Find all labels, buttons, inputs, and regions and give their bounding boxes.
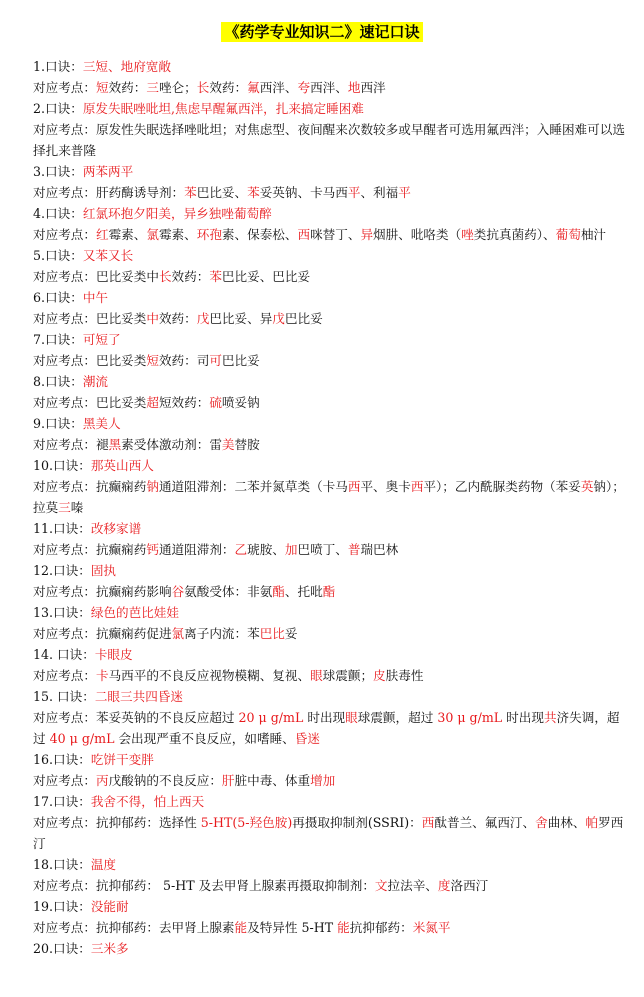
point-line bbox=[33, 392, 628, 413]
mnemonic-text: 我舍不得，怕上西天 bbox=[90, 794, 205, 809]
point-keyword: 眼 bbox=[345, 710, 358, 725]
point-text: 短效药： bbox=[158, 395, 210, 410]
point-keyword: 酯 bbox=[272, 584, 285, 599]
point-line bbox=[33, 266, 628, 287]
point-text: 通道阻滞剂： bbox=[158, 542, 235, 557]
point-label: 对应考点： bbox=[33, 668, 96, 683]
mnemonic-line bbox=[33, 896, 628, 917]
point-text: 烟肼、吡咯类（ bbox=[373, 227, 462, 242]
point-keyword: 短 bbox=[146, 353, 159, 368]
point-keyword: 钙 bbox=[146, 542, 159, 557]
point-label: 对应考点： bbox=[33, 773, 96, 788]
point-keyword: 加 bbox=[284, 542, 298, 557]
point-text: 、托吡 bbox=[284, 584, 323, 599]
point-text: 拉法辛、 bbox=[387, 878, 438, 893]
point-keyword: 长 bbox=[196, 80, 210, 95]
point-text: 西泮、 bbox=[259, 80, 298, 95]
point-text: 肝药酶诱导剂： bbox=[95, 185, 185, 200]
point-text: 济失调，超过 bbox=[33, 710, 620, 746]
mnemonic-line bbox=[33, 245, 628, 266]
point-keyword: 米氮平 bbox=[412, 920, 451, 935]
point-keyword: 乙 bbox=[234, 542, 248, 557]
point-keyword: 短 bbox=[95, 80, 109, 95]
point-text: 苯妥英钠的不良反应超过 bbox=[95, 710, 239, 725]
point-keyword: 能 bbox=[337, 920, 350, 935]
point-text: 效药： bbox=[158, 311, 197, 326]
point-text: 时出现 bbox=[303, 710, 346, 725]
point-keyword: 30 μ g/mL bbox=[437, 710, 503, 725]
point-text: 咪替丁、 bbox=[310, 227, 361, 242]
point-keyword: 谷 bbox=[171, 584, 185, 599]
point-label: 对应考点： bbox=[33, 878, 96, 893]
point-keyword: 昏迷 bbox=[294, 731, 320, 746]
point-line bbox=[33, 623, 628, 644]
point-label: 对应考点： bbox=[33, 122, 96, 137]
point-text: 唑仑； bbox=[158, 80, 197, 95]
point-text: 瑞巴林 bbox=[360, 542, 399, 557]
point-keyword: 苯 bbox=[209, 269, 222, 284]
mnemonic-text: 吃饼干变胖 bbox=[90, 752, 154, 767]
page-title: 《药学专业知识二》速记口诀 bbox=[221, 22, 422, 42]
mnemonic-label: 1.口诀： bbox=[33, 59, 83, 74]
point-keyword: 苯 bbox=[184, 185, 197, 200]
mnemonic-line bbox=[33, 602, 628, 623]
mnemonic-text: 潮流 bbox=[82, 374, 108, 389]
mnemonic-text: 黑美人 bbox=[82, 416, 121, 431]
point-line bbox=[33, 917, 628, 938]
point-text: 巴喷丁、 bbox=[297, 542, 348, 557]
point-text: 妥英钠、卡马西 bbox=[259, 185, 348, 200]
point-text: 平）；乙内酰脲类药物（苯妥 bbox=[423, 479, 581, 494]
title-bar bbox=[0, 0, 644, 56]
point-keyword: 增加 bbox=[310, 773, 336, 788]
mnemonic-line bbox=[33, 854, 628, 875]
point-text: 会出现严重不良反应，如嗜睡、 bbox=[114, 731, 295, 746]
point-line bbox=[33, 665, 628, 686]
point-label: 对应考点： bbox=[33, 920, 96, 935]
point-text: 巴比妥类 bbox=[95, 353, 147, 368]
point-keyword: 可 bbox=[209, 353, 222, 368]
point-label: 对应考点： bbox=[33, 479, 96, 494]
mnemonic-line bbox=[33, 938, 628, 959]
point-text: 及特异性 5-HT bbox=[247, 920, 338, 935]
point-text: 妥 bbox=[284, 626, 298, 641]
point-text: 原发性失眠选择唑吡坦；对焦虑型、夜间醒来次数较多或早醒者可选用氟西泮；入睡困难可以选择扎来普隆 bbox=[33, 122, 625, 158]
point-text: 巴比妥、异 bbox=[209, 311, 273, 326]
point-line bbox=[33, 875, 628, 896]
point-keyword: 硫 bbox=[209, 395, 222, 410]
point-text: 抗癫痫药影响 bbox=[95, 584, 172, 599]
point-text: 喷妥钠 bbox=[221, 395, 260, 410]
point-text: 马西平的不良反应视物模糊、复视、 bbox=[108, 668, 311, 683]
point-line bbox=[33, 308, 628, 329]
mnemonic-label: 19.口诀： bbox=[33, 899, 91, 914]
point-label: 对应考点： bbox=[33, 311, 96, 326]
mnemonic-label: 16.口诀： bbox=[33, 752, 91, 767]
mnemonic-line bbox=[33, 560, 628, 581]
point-label: 对应考点： bbox=[33, 353, 96, 368]
mnemonic-line bbox=[33, 644, 628, 665]
point-line bbox=[33, 119, 628, 161]
point-text: 效药： bbox=[108, 80, 147, 95]
point-keyword: 普 bbox=[347, 542, 361, 557]
point-keyword: 黑 bbox=[108, 437, 122, 452]
point-line bbox=[33, 707, 628, 749]
mnemonic-label: 8.口诀： bbox=[33, 374, 83, 389]
mnemonic-line bbox=[33, 203, 628, 224]
point-text: 抗癫痫药促进 bbox=[95, 626, 172, 641]
point-text: 效药：司 bbox=[158, 353, 210, 368]
point-keyword: 卡 bbox=[95, 668, 109, 683]
point-text: 替胺 bbox=[234, 437, 260, 452]
mnemonic-line bbox=[33, 98, 628, 119]
mnemonic-text: 可短了 bbox=[82, 332, 121, 347]
mnemonic-text: 改移家谱 bbox=[90, 521, 142, 536]
point-keyword: 共 bbox=[543, 710, 557, 725]
mnemonic-text: 中午 bbox=[82, 290, 108, 305]
point-keyword: 中 bbox=[146, 311, 159, 326]
point-text: 素、保泰松、 bbox=[221, 227, 298, 242]
point-line bbox=[33, 77, 628, 98]
point-text: 平、奥卡 bbox=[360, 479, 411, 494]
point-keyword: 唑 bbox=[461, 227, 474, 242]
point-text: 通道阻滞剂：二苯并氮草类（卡马 bbox=[158, 479, 348, 494]
mnemonic-label: 18.口诀： bbox=[33, 857, 91, 872]
mnemonic-label: 3.口诀： bbox=[33, 164, 83, 179]
point-keyword: 帕 bbox=[585, 815, 599, 830]
point-text: 抗抑郁药：去甲肾上腺素 bbox=[95, 920, 235, 935]
mnemonic-label: 9.口诀： bbox=[33, 416, 83, 431]
point-keyword: 美 bbox=[221, 437, 235, 452]
mnemonic-label: 13.口诀： bbox=[33, 605, 91, 620]
point-keyword: 夸 bbox=[297, 80, 311, 95]
point-text: 效药： bbox=[209, 80, 248, 95]
mnemonic-text: 三米多 bbox=[90, 941, 129, 956]
point-keyword: 丙 bbox=[95, 773, 109, 788]
point-text: 效药： bbox=[171, 269, 210, 284]
mnemonic-line bbox=[33, 161, 628, 182]
point-text: 罗西汀 bbox=[33, 815, 624, 851]
point-text: 脏中毒、体重 bbox=[234, 773, 311, 788]
point-text: 、利福 bbox=[360, 185, 399, 200]
point-keyword: 长 bbox=[158, 269, 172, 284]
point-keyword: 三 bbox=[146, 80, 159, 95]
point-keyword: 氯 bbox=[146, 227, 159, 242]
point-text: 西泮、 bbox=[310, 80, 348, 95]
mnemonic-text: 又苯又长 bbox=[82, 248, 134, 263]
point-text: 离子内流：苯 bbox=[184, 626, 260, 641]
point-label: 对应考点： bbox=[33, 437, 96, 452]
mnemonic-text: 那英山西人 bbox=[90, 458, 154, 473]
point-line bbox=[33, 182, 628, 203]
point-text: 巴比妥类 bbox=[95, 311, 147, 326]
point-line bbox=[33, 224, 628, 245]
point-keyword: 西 bbox=[297, 227, 311, 242]
point-line bbox=[33, 770, 628, 791]
mnemonic-label: 17.口诀： bbox=[33, 794, 91, 809]
point-keyword: 度 bbox=[437, 878, 451, 893]
point-text: 钠）；拉莫 bbox=[33, 479, 625, 515]
point-keyword: 平 bbox=[398, 185, 411, 200]
point-line bbox=[33, 581, 628, 602]
mnemonic-list bbox=[0, 56, 644, 959]
point-text: 霉素、 bbox=[108, 227, 147, 242]
point-keyword: 40 μ g/mL bbox=[49, 731, 115, 746]
mnemonic-line bbox=[33, 413, 628, 434]
point-text: 类抗真菌药）、 bbox=[473, 227, 556, 242]
point-label: 对应考点： bbox=[33, 815, 96, 830]
mnemonic-text: 固执 bbox=[90, 563, 116, 578]
point-keyword: 钠 bbox=[146, 479, 159, 494]
mnemonic-label: 15. 口诀： bbox=[33, 689, 95, 704]
point-label: 对应考点： bbox=[33, 227, 96, 242]
point-text: 洛西汀 bbox=[450, 878, 489, 893]
mnemonic-line bbox=[33, 371, 628, 392]
point-text: 球震颤，超过 bbox=[357, 710, 438, 725]
mnemonic-label: 12.口诀： bbox=[33, 563, 91, 578]
point-keyword: 氟 bbox=[247, 80, 260, 95]
point-keyword: 红 bbox=[95, 227, 109, 242]
point-text: 巴比妥、巴比妥 bbox=[221, 269, 311, 284]
point-text: 褪 bbox=[95, 437, 109, 452]
point-keyword: 西 bbox=[421, 815, 435, 830]
point-label: 对应考点： bbox=[33, 269, 96, 284]
mnemonic-label: 5.口诀： bbox=[33, 248, 83, 263]
point-keyword: 西 bbox=[347, 479, 361, 494]
mnemonic-text: 三短、地府宽敞 bbox=[82, 59, 171, 74]
mnemonic-label: 7.口诀： bbox=[33, 332, 83, 347]
mnemonic-label: 11.口诀： bbox=[33, 521, 91, 536]
mnemonic-text: 两苯两平 bbox=[82, 164, 134, 179]
point-text: 抗抑郁药： bbox=[349, 920, 413, 935]
point-text: 肤毒性 bbox=[385, 668, 424, 683]
point-text: 巴比妥类中 bbox=[95, 269, 159, 284]
point-keyword: 平 bbox=[347, 185, 361, 200]
point-text: 巴比妥 bbox=[284, 311, 323, 326]
point-keyword: 环孢 bbox=[196, 227, 222, 242]
mnemonic-text: 温度 bbox=[90, 857, 116, 872]
mnemonic-text: 原发失眠唑吡坦,焦虑早醒氟西泮，扎来搞定睡困难 bbox=[82, 101, 364, 116]
point-keyword: 巴比 bbox=[259, 626, 285, 641]
point-keyword: 戊 bbox=[196, 311, 210, 326]
mnemonic-line bbox=[33, 287, 628, 308]
mnemonic-label: 20.口诀： bbox=[33, 941, 91, 956]
point-keyword: 英 bbox=[580, 479, 594, 494]
point-keyword: 酯 bbox=[322, 584, 336, 599]
point-label: 对应考点： bbox=[33, 185, 96, 200]
point-keyword: 能 bbox=[234, 920, 248, 935]
point-label: 对应考点： bbox=[33, 395, 96, 410]
point-text: 抗抑郁药： 5-HT 及去甲肾上腺素再摄取抑制剂： bbox=[95, 878, 375, 893]
point-label: 对应考点： bbox=[33, 710, 96, 725]
point-text: 琥胺、 bbox=[247, 542, 285, 557]
point-keyword: 氯 bbox=[171, 626, 185, 641]
point-text: 柚汁 bbox=[580, 227, 607, 242]
point-keyword: 舍 bbox=[535, 815, 548, 830]
point-text: 嗪 bbox=[70, 500, 84, 515]
point-text: 抗癫痫药 bbox=[95, 479, 147, 494]
point-keyword: 皮 bbox=[373, 668, 386, 683]
point-keyword: 苯 bbox=[247, 185, 260, 200]
point-text: 抗癫痫药 bbox=[95, 542, 147, 557]
mnemonic-text: 没能耐 bbox=[90, 899, 129, 914]
point-text: 球震颤； bbox=[322, 668, 374, 683]
point-keyword: 葡萄 bbox=[555, 227, 581, 242]
mnemonic-line bbox=[33, 56, 628, 77]
point-keyword: 异 bbox=[360, 227, 374, 242]
mnemonic-text: 红氯环抱夕阳美，异乡独唑葡萄醉 bbox=[82, 206, 272, 221]
point-line bbox=[33, 539, 628, 560]
mnemonic-label: 2.口诀： bbox=[33, 101, 83, 116]
point-label: 对应考点： bbox=[33, 542, 96, 557]
point-text: 酞普兰、氟西汀、 bbox=[434, 815, 536, 830]
mnemonic-label: 10.口诀： bbox=[33, 458, 91, 473]
mnemonic-label: 6.口诀： bbox=[33, 290, 83, 305]
point-text: 戊酸钠的不良反应： bbox=[108, 773, 222, 788]
point-line bbox=[33, 812, 628, 854]
point-text: 素受体激动剂：雷 bbox=[121, 437, 222, 452]
mnemonic-label: 4.口诀： bbox=[33, 206, 83, 221]
point-label: 对应考点： bbox=[33, 584, 96, 599]
point-text: 抗抑郁药：选择性 bbox=[95, 815, 201, 830]
point-keyword: 戊 bbox=[272, 311, 285, 326]
point-text: 巴比妥、 bbox=[196, 185, 248, 200]
point-keyword: 肝 bbox=[221, 773, 235, 788]
point-text: 曲林、 bbox=[547, 815, 586, 830]
mnemonic-line bbox=[33, 518, 628, 539]
point-keyword: 地 bbox=[347, 80, 361, 95]
point-keyword: 文 bbox=[374, 878, 388, 893]
point-line bbox=[33, 434, 628, 455]
mnemonic-text: 二眼三共四昏迷 bbox=[94, 689, 183, 704]
mnemonic-label: 14. 口诀： bbox=[33, 647, 95, 662]
mnemonic-line bbox=[33, 686, 628, 707]
point-keyword: 5-HT(5-羟色胺) bbox=[200, 815, 293, 830]
point-line bbox=[33, 350, 628, 371]
point-keyword: 西 bbox=[410, 479, 424, 494]
point-label: 对应考点： bbox=[33, 626, 96, 641]
point-line bbox=[33, 476, 628, 518]
mnemonic-line bbox=[33, 791, 628, 812]
point-text: 再摄取抑制剂(SSRI)： bbox=[292, 815, 422, 830]
mnemonic-line bbox=[33, 455, 628, 476]
point-keyword: 20 μ g/mL bbox=[238, 710, 304, 725]
point-keyword: 超 bbox=[146, 395, 159, 410]
point-text: 时出现 bbox=[502, 710, 544, 725]
mnemonic-line bbox=[33, 749, 628, 770]
mnemonic-line bbox=[33, 329, 628, 350]
mnemonic-text: 绿色的芭比娃娃 bbox=[90, 605, 179, 620]
point-keyword: 眼 bbox=[310, 668, 323, 683]
point-text: 霉素、 bbox=[158, 227, 197, 242]
point-text: 巴比妥类 bbox=[95, 395, 147, 410]
point-keyword: 三 bbox=[58, 500, 71, 515]
point-text: 巴比妥 bbox=[221, 353, 260, 368]
point-label: 对应考点： bbox=[33, 80, 96, 95]
point-text: 西泮 bbox=[360, 80, 386, 95]
mnemonic-text: 卡眼皮 bbox=[94, 647, 133, 662]
point-text: 氨酸受体：非氨 bbox=[184, 584, 273, 599]
